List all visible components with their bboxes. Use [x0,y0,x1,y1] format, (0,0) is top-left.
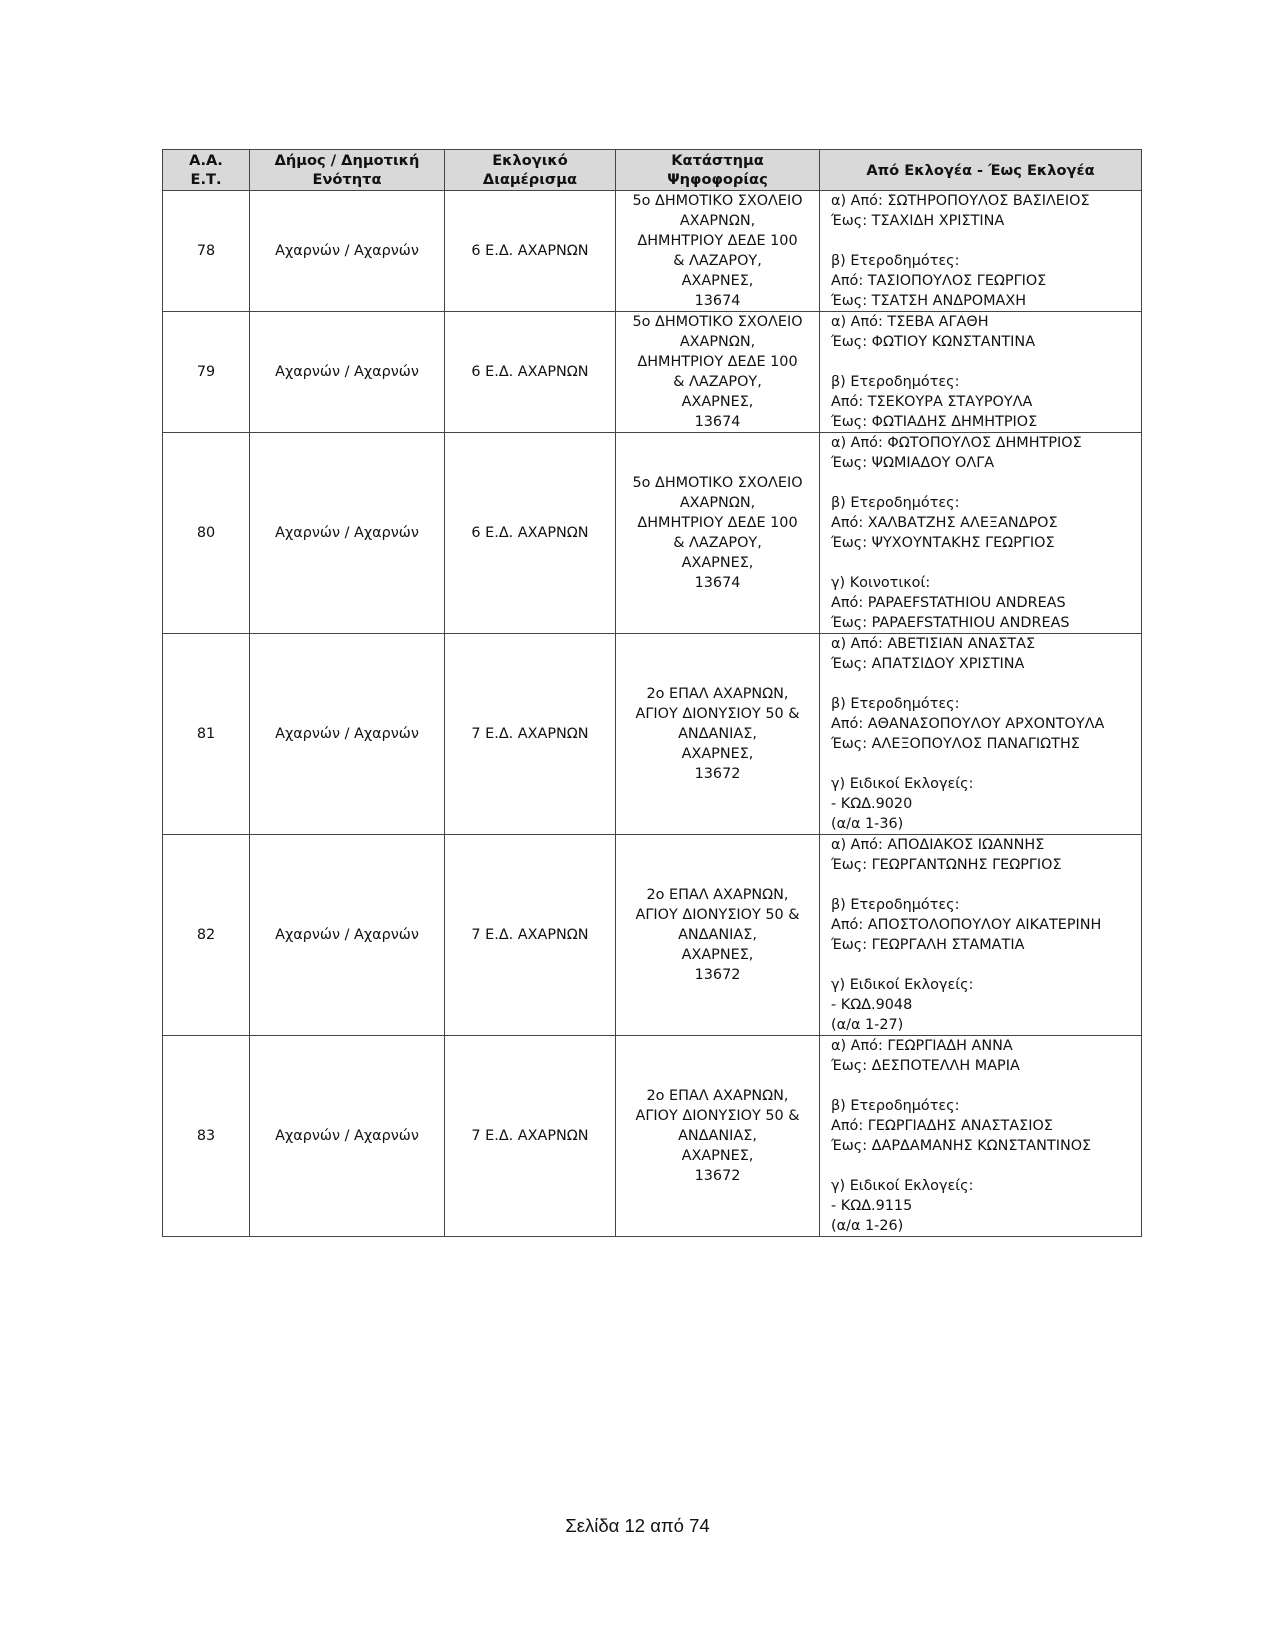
cell-aa: 83 [163,1036,250,1237]
range-line: Έως: ΔΕΣΠΟΤΕΛΛΗ ΜΑΡΙΑ [831,1058,1020,1074]
cell-dimos: Αχαρνών / Αχαρνών [250,433,445,634]
katastima-line: ΔΗΜΗΤΡΙΟΥ ΔΕΔΕ 100 [637,515,798,531]
blank-line [831,1076,1137,1096]
cell-diamerisma: 6 Ε.Δ. ΑΧΑΡΝΩΝ [445,433,616,634]
range-line: β) Ετεροδημότες: [831,1098,960,1114]
cell-dimos: Αχαρνών / Αχαρνών [250,191,445,312]
header-aa [163,150,250,191]
cell-dimos: Αχαρνών / Αχαρνών [250,1036,445,1237]
range-line: Από: ΑΠΟΣΤΟΛΟΠΟΥΛΟΥ ΑΙΚΑΤΕΡΙΝΗ [831,917,1102,933]
katastima-line: 2ο ΕΠΑΛ ΑΧΑΡΝΩΝ, [646,887,789,903]
header-dimos [250,150,445,191]
range-line: - ΚΩΔ.9115 [831,1198,913,1214]
header-line: Ενότητα [312,171,382,188]
katastima-line: ΑΧΑΡΝΕΣ, [681,394,754,410]
range-line: Έως: ΨΩΜΙΑΔΟΥ ΟΛΓΑ [831,455,995,471]
katastima-line: 13674 [694,414,741,430]
range-line: γ) Κοινοτικοί: [831,575,931,591]
cell-dimos: Αχαρνών / Αχαρνών [250,634,445,835]
range-line: - ΚΩΔ.9020 [831,796,913,812]
cell-ranges [820,312,1142,433]
cell-ranges [820,1036,1142,1237]
katastima-line: 13674 [694,293,741,309]
cell-ranges [820,634,1142,835]
range-line: Έως: ΨΥΧΟΥΝΤΑΚΗΣ ΓΕΩΡΓΙΟΣ [831,535,1055,551]
blank-line [831,875,1137,895]
header-line: Διαμέρισμα [482,171,578,188]
cell-katastima [616,191,820,312]
katastima-line: 13672 [694,967,741,983]
range-line: β) Ετεροδημότες: [831,897,960,913]
table-row [163,433,1142,634]
cell-aa: 82 [163,835,250,1036]
blank-line [831,553,1137,573]
cell-diamerisma: 7 Ε.Δ. ΑΧΑΡΝΩΝ [445,1036,616,1237]
range-line: α) Από: ΦΩΤΟΠΟΥΛΟΣ ΔΗΜΗΤΡΙΟΣ [831,435,1082,451]
range-line: - ΚΩΔ.9048 [831,997,913,1013]
katastima-line: & ΛΑΖΑΡΟΥ, [673,253,762,269]
katastima-line: 13672 [694,1168,741,1184]
cell-katastima [616,433,820,634]
cell-aa: 80 [163,433,250,634]
katastima-line: ΑΧΑΡΝΕΣ, [681,273,754,289]
range-line: Από: ΓΕΩΡΓΙΑΔΗΣ ΑΝΑΣΤΑΣΙΟΣ [831,1118,1053,1134]
katastima-line: 5ο ΔΗΜΟΤΙΚΟ ΣΧΟΛΕΙΟ [632,314,803,330]
cell-aa: 81 [163,634,250,835]
katastima-line: 13672 [694,766,741,782]
blank-line [831,674,1137,694]
katastima-line: ΑΧΑΡΝΩΝ, [679,495,756,511]
cell-diamerisma: 6 Ε.Δ. ΑΧΑΡΝΩΝ [445,312,616,433]
katastima-line: ΑΓΙΟΥ ΔΙΟΝΥΣΙΟΥ 50 & [635,907,800,923]
polling-stations-table [162,149,1142,1237]
katastima-line: ΑΧΑΡΝΕΣ, [681,746,754,762]
cell-ranges [820,191,1142,312]
katastima-line: ΑΝΔΑΝΙΑΣ, [678,1128,757,1144]
cell-dimos: Αχαρνών / Αχαρνών [250,835,445,1036]
range-line: Έως: ΓΕΩΡΓΑΛΗ ΣΤΑΜΑΤΙΑ [831,937,1025,953]
cell-katastima [616,1036,820,1237]
range-line: γ) Ειδικοί Εκλογείς: [831,1178,974,1194]
header-line: Δήμος / Δημοτική [274,152,420,169]
header-diamerisma [445,150,616,191]
range-line: Έως: PAPAEFSTATHIOU ANDREAS [831,615,1070,631]
range-line: β) Ετεροδημότες: [831,374,960,390]
range-line: (α/α 1-26) [831,1218,904,1234]
cell-ranges [820,835,1142,1036]
range-line: Έως: ΦΩΤΙΟΥ ΚΩΝΣΤΑΝΤΙΝΑ [831,334,1036,350]
range-line: α) Από: ΓΕΩΡΓΙΑΔΗ ΑΝΝΑ [831,1038,1013,1054]
katastima-line: ΑΓΙΟΥ ΔΙΟΝΥΣΙΟΥ 50 & [635,1108,800,1124]
header-line: Ε.Τ. [190,171,222,188]
table-row [163,835,1142,1036]
katastima-line: ΑΝΔΑΝΙΑΣ, [678,927,757,943]
cell-aa: 79 [163,312,250,433]
range-line: Από: ΑΘΑΝΑΣΟΠΟΥΛΟΥ ΑΡΧΟΝΤΟΥΛΑ [831,716,1105,732]
range-line: β) Ετεροδημότες: [831,253,960,269]
range-line: (α/α 1-27) [831,1017,904,1033]
cell-katastima [616,634,820,835]
range-line: Έως: ΤΣΑΤΣΗ ΑΝΔΡΟΜΑΧΗ [831,293,1027,309]
range-line: Έως: ΦΩΤΙΑΔΗΣ ΔΗΜΗΤΡΙΟΣ [831,414,1038,430]
range-line: Από: PAPAEFSTATHIOU ANDREAS [831,595,1066,611]
katastima-line: ΑΧΑΡΝΩΝ, [679,334,756,350]
katastima-line: ΑΝΔΑΝΙΑΣ, [678,726,757,742]
range-line: Έως: ΔΑΡΔΑΜΑΝΗΣ ΚΩΝΣΤΑΝΤΙΝΟΣ [831,1138,1092,1154]
blank-line [831,352,1137,372]
katastima-line: ΔΗΜΗΤΡΙΟΥ ΔΕΔΕ 100 [637,233,798,249]
katastima-line: ΑΧΑΡΝΕΣ, [681,555,754,571]
range-line: Από: ΤΣΕΚΟΥΡΑ ΣΤΑΥΡΟΥΛΑ [831,394,1033,410]
katastima-line: 5ο ΔΗΜΟΤΙΚΟ ΣΧΟΛΕΙΟ [632,193,803,209]
range-line: α) Από: ΤΣΕΒΑ ΑΓΑΘΗ [831,314,989,330]
range-line: γ) Ειδικοί Εκλογείς: [831,776,974,792]
katastima-line: ΔΗΜΗΤΡΙΟΥ ΔΕΔΕ 100 [637,354,798,370]
cell-katastima [616,835,820,1036]
table-body [163,191,1142,1237]
blank-line [831,1156,1137,1176]
blank-line [831,473,1137,493]
range-line: Έως: ΤΣΑΧΙΔΗ ΧΡΙΣΤΙΝΑ [831,213,1005,229]
katastima-line: 2ο ΕΠΑΛ ΑΧΑΡΝΩΝ, [646,1088,789,1104]
range-line: γ) Ειδικοί Εκλογείς: [831,977,974,993]
range-line: Από: ΧΑΛΒΑΤΖΗΣ ΑΛΕΞΑΝΔΡΟΣ [831,515,1058,531]
katastima-line: 13674 [694,575,741,591]
range-line: Από: ΤΑΣΙΟΠΟΥΛΟΣ ΓΕΩΡΓΙΟΣ [831,273,1047,289]
katastima-line: & ΛΑΖΑΡΟΥ, [673,374,762,390]
katastima-line: ΑΧΑΡΝΕΣ, [681,1148,754,1164]
header-line: Α.Α. [189,152,223,169]
range-line: Έως: ΑΠΑΤΣΙΔΟΥ ΧΡΙΣΤΙΝΑ [831,656,1025,672]
cell-ranges [820,433,1142,634]
cell-aa: 78 [163,191,250,312]
table-row [163,312,1142,433]
range-line: α) Από: ΣΩΤΗΡΟΠΟΥΛΟΣ ΒΑΣΙΛΕΙΟΣ [831,193,1090,209]
table-row [163,191,1142,312]
katastima-line: ΑΓΙΟΥ ΔΙΟΝΥΣΙΟΥ 50 & [635,706,800,722]
range-line: α) Από: ΑΠΟΔΙΑΚΟΣ ΙΩΑΝΝΗΣ [831,837,1045,853]
header-line: Εκλογικό [492,152,568,169]
header-ranges [820,150,1142,191]
blank-line [831,754,1137,774]
katastima-line: ΑΧΑΡΝΕΣ, [681,947,754,963]
katastima-line: & ΛΑΖΑΡΟΥ, [673,535,762,551]
cell-katastima [616,312,820,433]
header-line: Από Εκλογέα - Έως Εκλογέα [866,161,1095,179]
range-line: β) Ετεροδημότες: [831,696,960,712]
table-row [163,1036,1142,1237]
header-row [163,150,1142,191]
cell-diamerisma: 7 Ε.Δ. ΑΧΑΡΝΩΝ [445,835,616,1036]
range-line: α) Από: ΑΒΕΤΙΣΙΑΝ ΑΝΑΣΤΑΣ [831,636,1036,652]
cell-diamerisma: 7 Ε.Δ. ΑΧΑΡΝΩΝ [445,634,616,835]
header-line: Ψηφοφορίας [667,171,768,188]
katastima-line: 5ο ΔΗΜΟΤΙΚΟ ΣΧΟΛΕΙΟ [632,475,803,491]
header-line: Κατάστημα [671,152,764,169]
katastima-line: ΑΧΑΡΝΩΝ, [679,213,756,229]
range-line: Έως: ΑΛΕΞΟΠΟΥΛΟΣ ΠΑΝΑΓΙΩΤΗΣ [831,736,1080,752]
range-line: Έως: ΓΕΩΡΓΑΝΤΩΝΗΣ ΓΕΩΡΓΙΟΣ [831,857,1062,873]
range-line: (α/α 1-36) [831,816,904,832]
range-line: β) Ετεροδημότες: [831,495,960,511]
blank-line [831,955,1137,975]
katastima-line: 2ο ΕΠΑΛ ΑΧΑΡΝΩΝ, [646,686,789,702]
header-katastima [616,150,820,191]
cell-dimos: Αχαρνών / Αχαρνών [250,312,445,433]
table-header [163,150,1142,191]
table-row [163,634,1142,835]
page-number: Σελίδα 12 από 74 [565,1515,710,1536]
blank-line [831,231,1137,251]
cell-diamerisma: 6 Ε.Δ. ΑΧΑΡΝΩΝ [445,191,616,312]
